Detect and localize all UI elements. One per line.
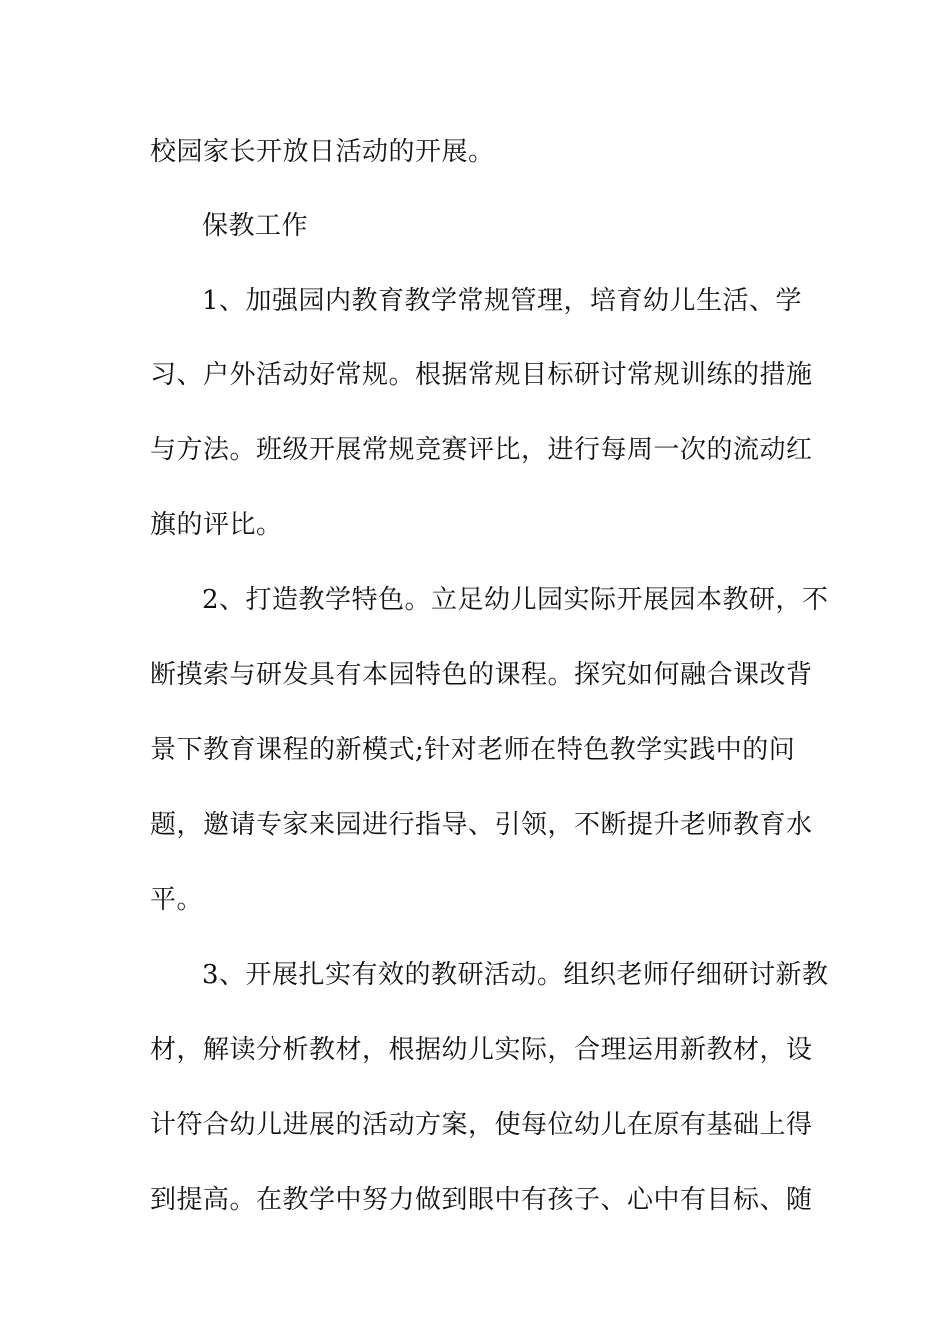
text-line: 题，邀请专家来园进行指导、引领，不断提升老师教育水	[150, 810, 813, 840]
text-line: 2、打造教学特色。立足幼儿园实际开展园本教研，不	[202, 585, 829, 615]
text-line: 景下教育课程的新模式;针对老师在特色教学实践中的问	[150, 735, 796, 765]
text-line: 断摸索与研发具有本园特色的课程。探究如何融合课改背	[150, 660, 813, 690]
text-line: 1、加强园内教育教学常规管理，培育幼儿生活、学	[202, 286, 803, 316]
section-heading: 保教工作	[202, 211, 309, 241]
text-line: 计符合幼儿进展的活动方案，使每位幼儿在原有基础上得	[150, 1110, 813, 1140]
text-line: 材，解读分析教材，根据幼儿实际，合理运用新教材，设	[150, 1035, 813, 1065]
text-line: 到提高。在教学中努力做到眼中有孩子、心中有目标、随	[150, 1185, 813, 1215]
text-line: 旗的评比。	[150, 510, 283, 540]
text-line: 校园家长开放日活动的开展。	[150, 137, 495, 167]
text-line: 与方法。班级开展常规竞赛评比，进行每周一次的流动红	[150, 435, 813, 465]
text-line: 3、开展扎实有效的教研活动。组织老师仔细研讨新教	[202, 960, 829, 990]
text-line: 习、户外活动好常规。根据常规目标研讨常规训练的措施	[150, 360, 813, 390]
text-line: 平。	[150, 885, 204, 915]
